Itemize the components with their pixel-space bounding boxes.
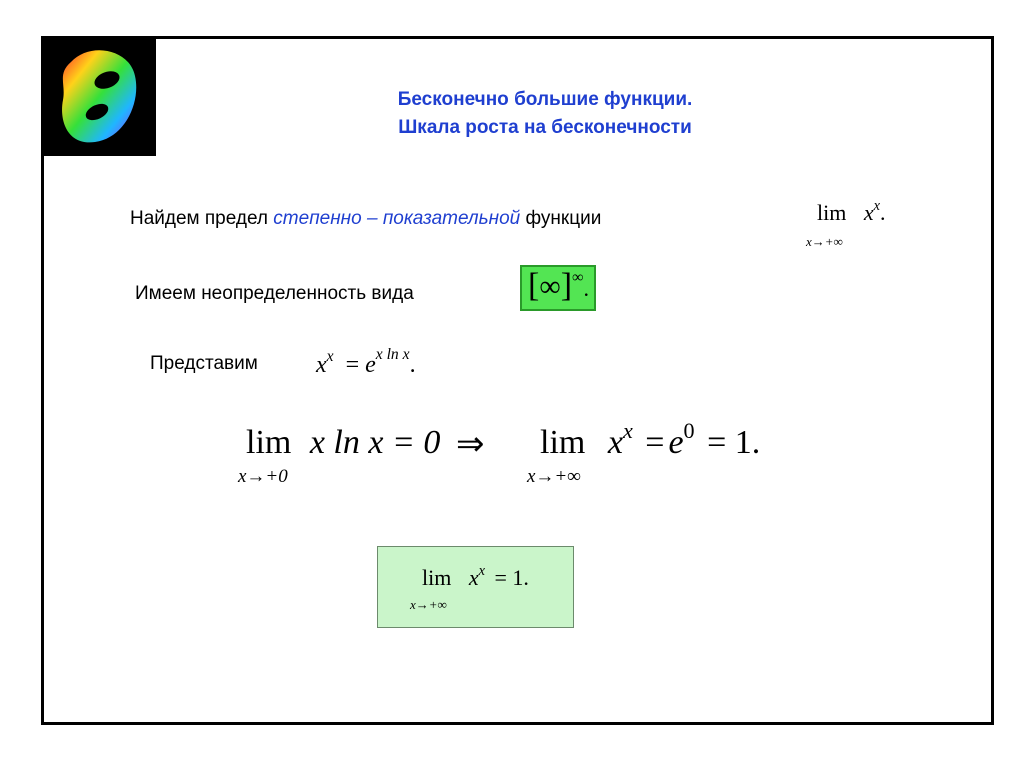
line4-lim2: lim (540, 424, 586, 461)
line4-e-exp: 0 (683, 418, 695, 443)
result-lim-under: x→+∞ (410, 597, 447, 612)
torus-logo-icon (49, 42, 149, 150)
line4-eq1: = (645, 424, 665, 461)
line4-exp: x (622, 418, 633, 443)
result-formula (422, 565, 529, 591)
bracket-inner: ∞ (539, 270, 561, 303)
line3-end: . (409, 352, 416, 378)
result-tail: = 1. (494, 565, 529, 590)
line4-left-formula (246, 424, 440, 462)
line3-lhs-base: x (316, 352, 327, 378)
line2-text: Имеем неопределенность вида (135, 283, 414, 304)
line1-prefix: Найдем предел (130, 208, 274, 229)
line1-lim-under: x→+∞ (806, 234, 843, 249)
bracket-exp: ∞ (572, 269, 584, 286)
implies-arrow: ⇒ (456, 426, 485, 463)
line1-text (130, 208, 601, 230)
line1-lim: lim (817, 200, 847, 225)
line4-under2: x→+∞ (527, 466, 581, 487)
line3-text: Представим (150, 353, 258, 374)
result-box (377, 546, 574, 628)
line3-lhs-exp: x (326, 348, 334, 365)
result-base: x (468, 565, 479, 590)
line4-base: x (607, 424, 623, 461)
line4-right-formula (540, 418, 761, 462)
indeterminate-form-box (520, 265, 596, 311)
result-exp: x (478, 563, 485, 579)
line1-end: . (879, 200, 886, 225)
line1-accent: степенно – показательной (273, 208, 521, 229)
line1-base: x (863, 200, 874, 225)
line4-under1: x→+0 (238, 466, 288, 487)
corner-logo-box (41, 36, 156, 156)
line4-expr1: x ln x = 0 (309, 424, 441, 461)
line4-lim1: lim (246, 424, 292, 461)
title-line-2: Шкала роста на бесконечности (398, 117, 692, 138)
line4-tail: = 1. (707, 424, 761, 461)
line3-rhs-exp: x ln x (375, 346, 410, 363)
result-lim: lim (422, 565, 452, 590)
line3-eq: = (345, 352, 360, 378)
line3-formula (316, 346, 416, 379)
line2-end: . (583, 276, 589, 301)
line1-exp: x (873, 198, 880, 214)
line4-e: e (668, 424, 684, 461)
line3-rhs-base: e (365, 352, 376, 378)
title-line-1: Бесконечно большие функции. (397, 89, 693, 110)
slide-title (250, 86, 840, 142)
line1-suffix: функции (520, 208, 602, 229)
indeterminate-form: [∞]∞. (528, 267, 589, 304)
line1-formula (817, 200, 885, 226)
